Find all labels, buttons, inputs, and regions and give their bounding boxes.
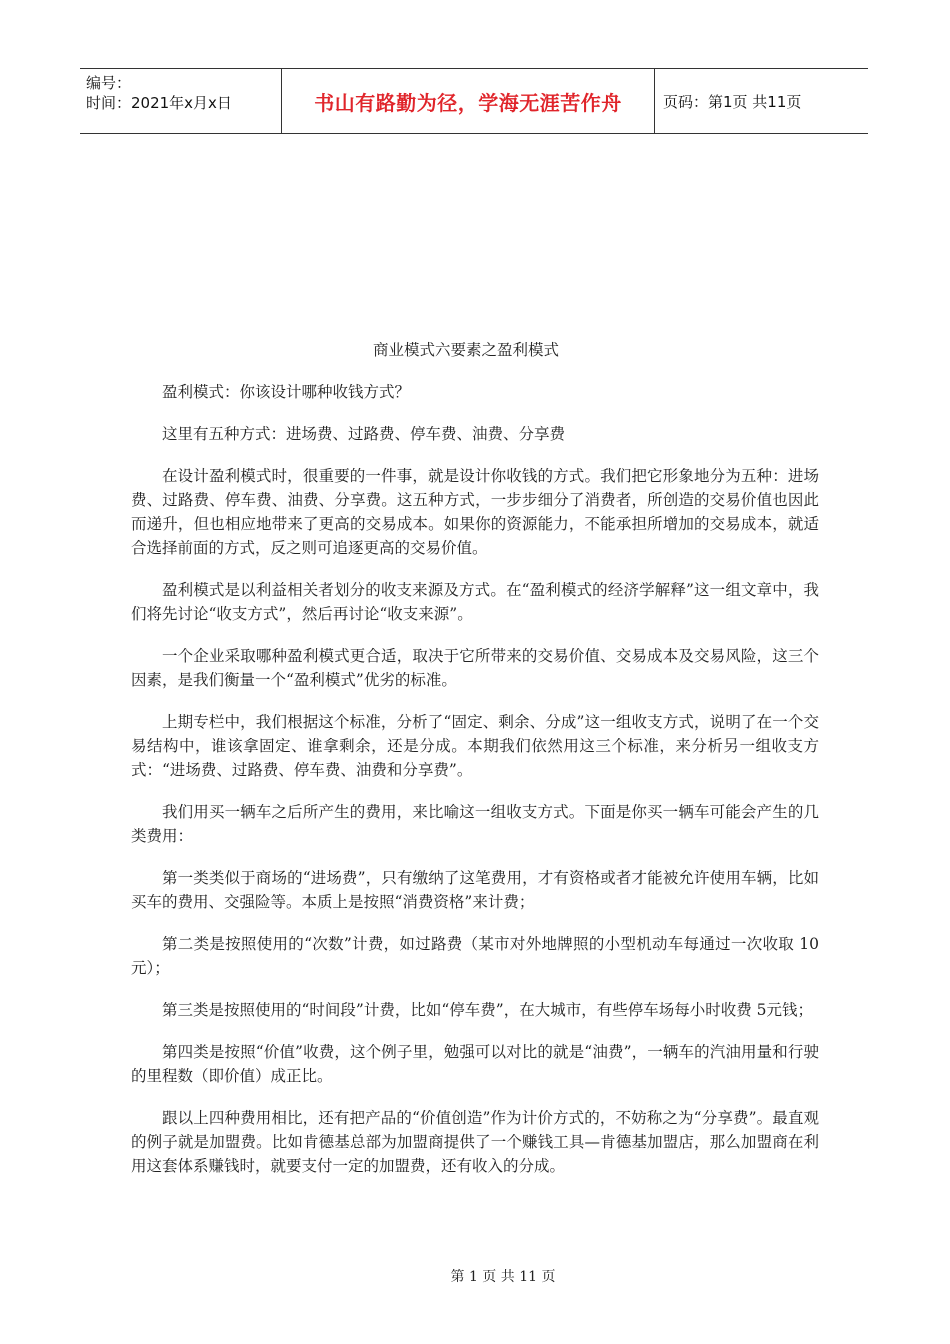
document-time-label: 时间：2021年x月x日 [86, 94, 232, 112]
paragraph: 第一类类似于商场的“进场费”，只有缴纳了这笔费用，才有资格或者才能被允许使用车辆，比如买车的费用、交强险等。本质上是按照“消费资格”来计费； [131, 869, 819, 911]
paragraph: 第二类是按照使用的“次数”计费，如过路费（某市对外地牌照的小型机动车每通过一次收取 10元）； [131, 935, 819, 977]
paragraph: 盈利模式：你该设计哪种收钱方式？ [162, 383, 411, 401]
header-page-info: 页码：第1页 共11页 [663, 92, 802, 111]
paragraph: 我们用买一辆车之后所产生的费用，来比喻这一组收支方式。下面是你买一辆车可能会产生的几类费用： [131, 803, 819, 845]
header-meta [80, 69, 282, 133]
paragraph: 第四类是按照“价值”收费，这个例子里，勉强可以对比的就是“油费”，一辆车的汽油用量和行驶的里程数（即价值）成正比。 [131, 1043, 819, 1085]
paragraph: 在设计盈利模式时，很重要的一件事，就是设计你收钱的方式。我们把它形象地分为五种：进场费、过路费、停车费、油费、分享费。这五种方式，一步步细分了消费者，所创造的交易价值也因此而递升，但也相应地带来了更高的交易成本。如果你的资源能力，不能承担所增加的交易成本，就适合选择前面的方式，反之则可追逐更高的交易价值。 [131, 467, 819, 557]
header-motto: 书山有路勤为径，学海无涯苦作舟 [282, 69, 655, 133]
document-body [131, 338, 819, 1196]
page-footer: 第 1 页 共 11 页 [450, 1269, 556, 1285]
paragraph: 上期专栏中，我们根据这个标准，分析了“固定、剩余、分成”这一组收支方式，说明了在一个交易结构中，谁该拿固定、谁拿剩余，还是分成。本期我们依然用这三个标准，来分析另一组收支方式：“进场费、过路费、停车费、油费和分享费”。 [131, 713, 819, 779]
document-title: 商业模式六要素之盈利模式 [372, 341, 559, 359]
paragraph: 跟以上四种费用相比，还有把产品的“价值创造”作为计价方式的，不妨称之为“分享费”。最直观的例子就是加盟费。比如肯德基总部为加盟商提供了一个赚钱工具—肯德基加盟店，那么加盟商在利用这套体系赚钱时，就要支付一定的加盟费，还有收入的分成。 [131, 1109, 819, 1175]
paragraph: 第三类是按照使用的“时间段”计费，比如“停车费”，在大城市，有些停车场每小时收费 5元钱； [162, 1001, 813, 1019]
document-number-label: 编号： [86, 74, 132, 92]
paragraph: 盈利模式是以利益相关者划分的收支来源及方式。在“盈利模式的经济学解释”这一组文章中，我们将先讨论“收支方式”，然后再讨论“收支来源”。 [131, 581, 819, 623]
paragraph: 一个企业采取哪种盈利模式更合适，取决于它所带来的交易价值、交易成本及交易风险，这三个因素，是我们衡量一个“盈利模式”优劣的标准。 [131, 647, 819, 689]
document-header [80, 68, 868, 134]
paragraph: 这里有五种方式：进场费、过路费、停车费、油费、分享费 [162, 425, 566, 443]
